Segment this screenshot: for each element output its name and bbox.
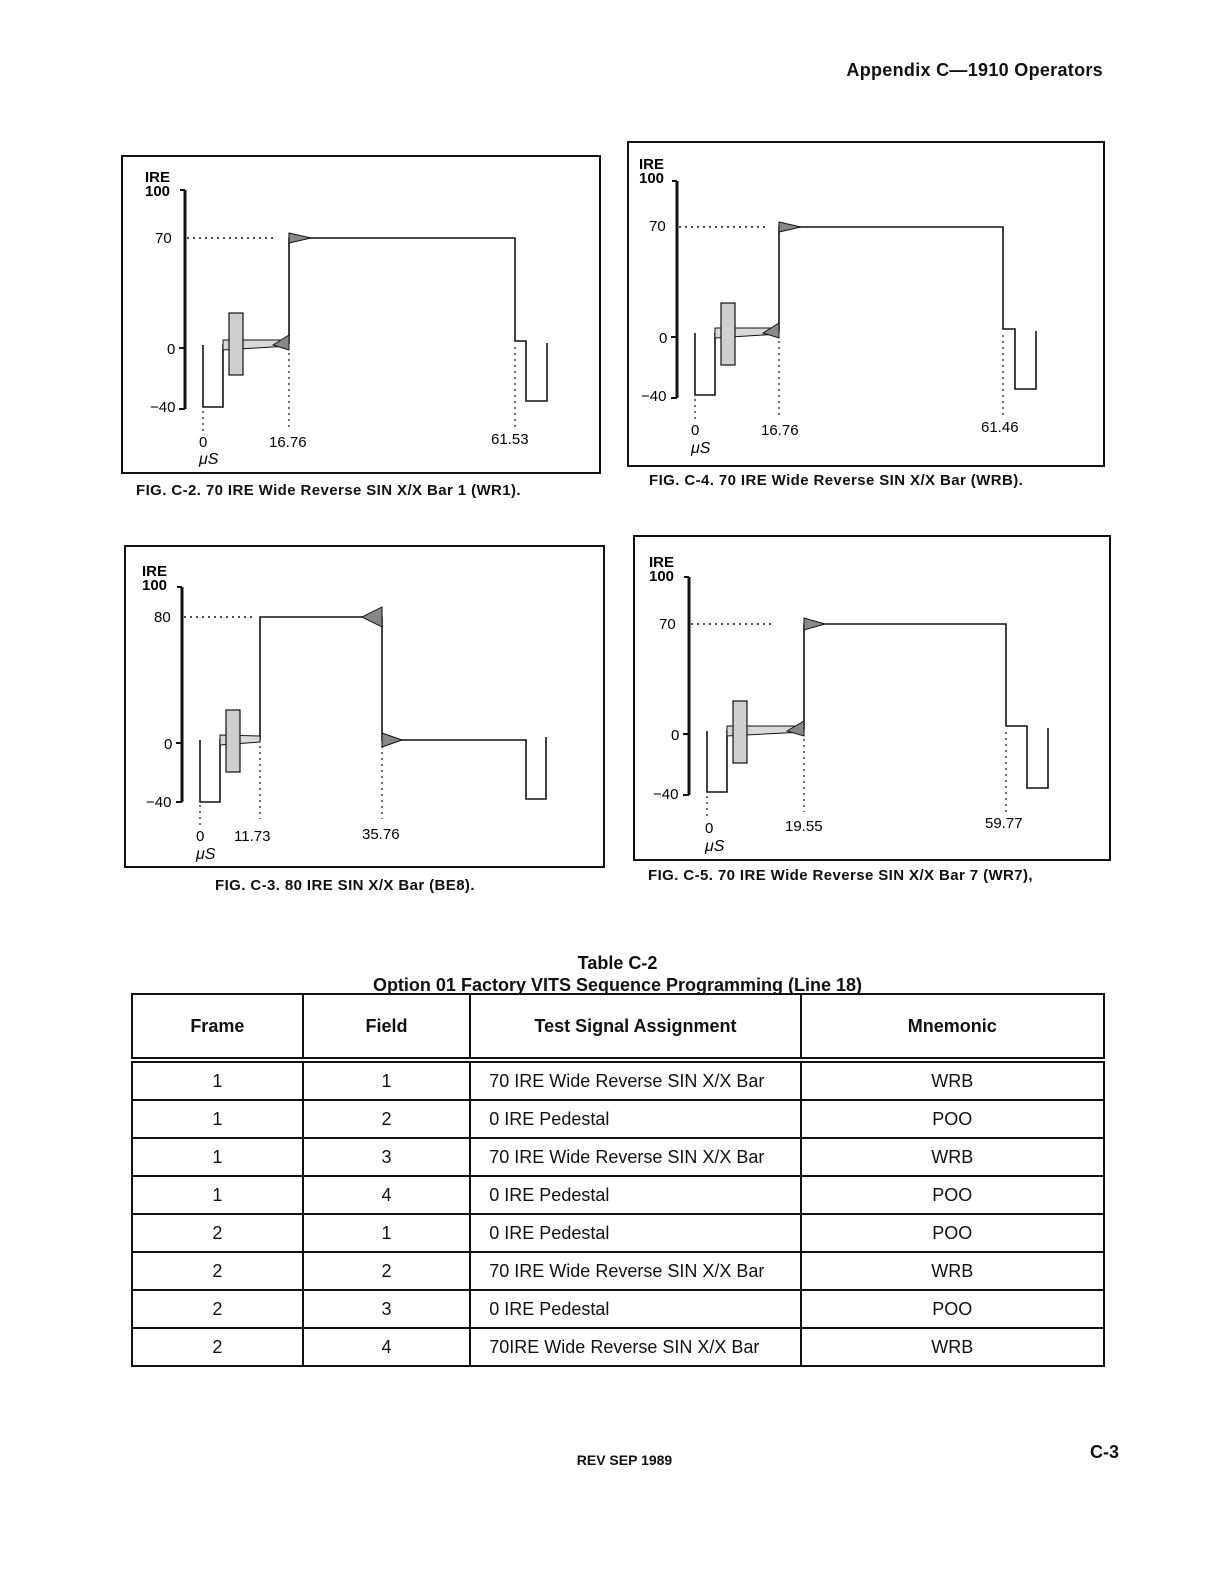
- x-tick-label: 0: [199, 434, 208, 451]
- frame-cell: 1: [132, 1138, 303, 1176]
- y-tick-label: 70: [155, 230, 172, 247]
- y-axis-title: IRE: [142, 563, 168, 580]
- x-tick-label: 16.76: [269, 434, 307, 451]
- figure-c3: [124, 545, 605, 868]
- field-cell: 4: [303, 1328, 471, 1366]
- sinx-ringing: [289, 233, 311, 243]
- y-tick-label: 80: [154, 609, 171, 626]
- mnemonic-cell: POO: [801, 1214, 1104, 1252]
- frame-cell: 2: [132, 1214, 303, 1252]
- page-header: Appendix C—1910 Operators: [846, 60, 1103, 80]
- x-tick-label: 0: [705, 820, 714, 837]
- table-header-row: [132, 994, 1104, 1060]
- mnemonic-cell: POO: [801, 1176, 1104, 1214]
- mnemonic-cell: WRB: [801, 1060, 1104, 1100]
- column-header-test-signal: Test Signal Assignment: [470, 994, 800, 1060]
- mnemonic-cell: POO: [801, 1290, 1104, 1328]
- y-tick-label: 70: [649, 218, 666, 235]
- mnemonic-cell: WRB: [801, 1252, 1104, 1290]
- table-row: [132, 1214, 1104, 1252]
- test-signal-cell: 70 IRE Wide Reverse SIN X/X Bar: [470, 1138, 800, 1176]
- column-header-field: Field: [303, 994, 471, 1060]
- figure-caption-c5: FIG. C-5. 70 IRE Wide Reverse SIN X/X Bar 7 (WR7),: [648, 867, 1033, 884]
- x-tick-label: 16.76: [761, 422, 799, 439]
- waveform-trace: [200, 617, 546, 802]
- frame-cell: 1: [132, 1060, 303, 1100]
- test-signal-cell: 0 IRE Pedestal: [470, 1290, 800, 1328]
- x-tick-label: 35.76: [362, 826, 400, 843]
- y-tick-label: 0: [167, 341, 176, 358]
- sync-pedestal-block: [226, 710, 240, 772]
- waveform-c5: [635, 537, 1109, 859]
- y-tick-label: 100: [145, 183, 171, 200]
- sync-pedestal-block: [733, 701, 747, 763]
- field-cell: 4: [303, 1176, 471, 1214]
- y-axis-title: IRE: [639, 156, 665, 173]
- x-tick-label: 61.53: [491, 431, 529, 448]
- waveform-trace: [695, 227, 1036, 395]
- figure-c2: [121, 155, 601, 474]
- sync-pedestal-block: [229, 313, 243, 375]
- x-tick-label: 11.73: [234, 828, 271, 845]
- x-unit-label: μS: [196, 846, 216, 863]
- table-number: Table C-2: [577, 953, 658, 973]
- table-row: [132, 1138, 1104, 1176]
- mnemonic-cell: WRB: [801, 1328, 1104, 1366]
- y-tick-label: 0: [164, 736, 173, 753]
- table-row: [132, 1176, 1104, 1214]
- y-tick-label: −40: [641, 388, 667, 405]
- x-unit-label: μS: [199, 451, 219, 468]
- test-signal-cell: 70IRE Wide Reverse SIN X/X Bar: [470, 1328, 800, 1366]
- waveform-trace: [707, 624, 1048, 792]
- y-tick-label: 0: [659, 330, 668, 347]
- figure-c5: [633, 535, 1111, 861]
- waveform-trace: [203, 238, 547, 407]
- sinx-ringing: [804, 618, 825, 630]
- test-signal-cell: 70 IRE Wide Reverse SIN X/X Bar: [470, 1060, 800, 1100]
- field-cell: 1: [303, 1214, 471, 1252]
- x-unit-label: μS: [691, 440, 711, 457]
- figure-c4: [627, 141, 1105, 467]
- table-row: [132, 1060, 1104, 1100]
- test-signal-cell: 0 IRE Pedestal: [470, 1176, 800, 1214]
- frame-cell: 1: [132, 1100, 303, 1138]
- x-unit-label: μS: [705, 838, 725, 855]
- y-tick-label: −40: [150, 399, 176, 416]
- waveform-c2: [123, 157, 599, 472]
- column-header-mnemonic: Mnemonic: [801, 994, 1104, 1060]
- test-signal-cell: 0 IRE Pedestal: [470, 1214, 800, 1252]
- field-cell: 2: [303, 1252, 471, 1290]
- frame-cell: 2: [132, 1328, 303, 1366]
- x-tick-label: 0: [196, 828, 205, 845]
- table-row: [132, 1328, 1104, 1366]
- x-tick-label: 0: [691, 422, 700, 439]
- y-tick-label: 100: [142, 577, 168, 594]
- frame-cell: 2: [132, 1252, 303, 1290]
- figure-caption-c2: FIG. C-2. 70 IRE Wide Reverse SIN X/X Bar 1 (WR1).: [136, 482, 521, 499]
- frame-cell: 2: [132, 1290, 303, 1328]
- y-tick-label: −40: [146, 794, 172, 811]
- test-signal-cell: 0 IRE Pedestal: [470, 1100, 800, 1138]
- table-row: [132, 1100, 1104, 1138]
- page-number: C-3: [1089, 1442, 1119, 1462]
- frame-cell: 1: [132, 1176, 303, 1214]
- figure-caption-c4: FIG. C-4. 70 IRE Wide Reverse SIN X/X Bar (WRB).: [649, 472, 1024, 489]
- x-tick-label: 61.46: [981, 419, 1019, 436]
- field-cell: 2: [303, 1100, 471, 1138]
- field-cell: 1: [303, 1060, 471, 1100]
- figure-caption-c3: FIG. C-3. 80 IRE SIN X/X Bar (BE8).: [215, 877, 475, 894]
- revision-date: REV SEP 1989: [576, 1452, 673, 1468]
- table-title: [130, 952, 1105, 996]
- sinx-ringing: [362, 607, 382, 627]
- y-axis-title: IRE: [649, 554, 675, 571]
- y-tick-label: 0: [671, 727, 680, 744]
- mnemonic-cell: POO: [801, 1100, 1104, 1138]
- y-tick-label: −40: [653, 786, 679, 803]
- field-cell: 3: [303, 1290, 471, 1328]
- test-signal-cell: 70 IRE Wide Reverse SIN X/X Bar: [470, 1252, 800, 1290]
- y-axis-title: IRE: [145, 169, 171, 186]
- table-subtitle: Option 01 Factory VITS Sequence Programming (Line 18): [372, 975, 863, 995]
- field-cell: 3: [303, 1138, 471, 1176]
- x-tick-label: 19.55: [785, 818, 823, 835]
- y-tick-label: 100: [639, 170, 665, 187]
- waveform-c4: [629, 143, 1103, 465]
- mnemonic-cell: WRB: [801, 1138, 1104, 1176]
- sync-pedestal-block: [721, 303, 735, 365]
- table-row: [132, 1290, 1104, 1328]
- column-header-frame: Frame: [132, 994, 303, 1060]
- x-tick-label: 59.77: [985, 815, 1023, 832]
- waveform-c3: [126, 547, 603, 866]
- sinx-ringing: [779, 222, 801, 232]
- table-row: [132, 1252, 1104, 1290]
- y-tick-label: 100: [649, 568, 675, 585]
- y-tick-label: 70: [659, 616, 676, 633]
- vits-sequence-table: [131, 993, 1105, 1367]
